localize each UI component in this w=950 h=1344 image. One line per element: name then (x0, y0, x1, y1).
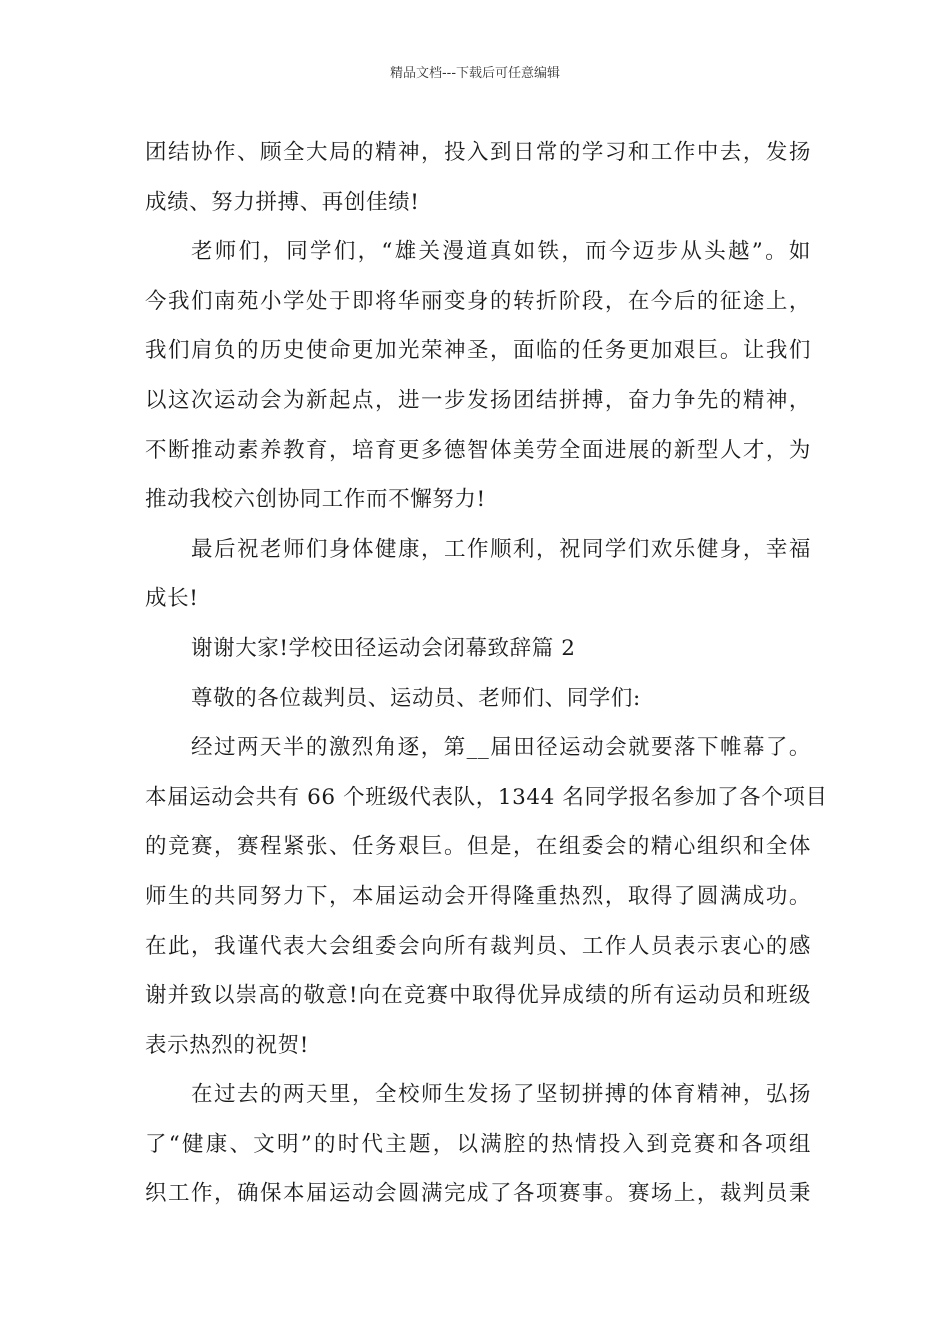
text-line: 以这次运动会为新起点，进一步发扬团结拼搏，奋力争先的精神， (145, 387, 811, 413)
text-line: 经过两天半的激烈角逐，第__届田径运动会就要落下帷幕了。 (191, 735, 811, 761)
text-line: 尊敬的各位裁判员、运动员、老师们、同学们: (191, 685, 641, 711)
text-line: 推动我校六创协同工作而不懈努力! (145, 487, 486, 513)
document-body (145, 128, 828, 1219)
text-line: 成长! (145, 586, 199, 612)
text-line: 师生的共同努力下，本届运动会开得隆重热烈，取得了圆满成功。 (145, 883, 811, 909)
text-line: 不断推动素养教育，培育更多德智体美劳全面进展的新型人才，为 (145, 437, 811, 463)
text-line: 成绩、努力拼搏、再创佳绩! (145, 189, 420, 215)
text-line: 本届运动会共有 66 个班级代表队，1344 名同学报名参加了各个项目 (145, 784, 828, 810)
page-header: 精品文档---下载后可任意编辑 (389, 66, 561, 81)
text-line: 织工作，确保本届运动会圆满完成了各项赛事。赛场上，裁判员秉 (145, 1181, 811, 1207)
text-line: 了“健康、文明”的时代主题，以满腔的热情投入到竞赛和各项组 (145, 1131, 811, 1157)
text-line: 谢谢大家!学校田径运动会闭幕致辞篇 2 (191, 635, 576, 661)
text-line: 老师们，同学们，“雄关漫道真如铁，而今迈步从头越”。如 (191, 239, 811, 265)
text-line: 表示热烈的祝贺! (145, 1032, 309, 1058)
text-line: 团结协作、顾全大局的精神，投入到日常的学习和工作中去，发扬 (145, 140, 811, 165)
text-line: 的竞赛，赛程紧张、任务艰巨。但是，在组委会的精心组织和全体 (145, 834, 811, 860)
text-line: 我们肩负的历史使命更加光荣神圣，面临的任务更加艰巨。让我们 (145, 338, 811, 364)
text-line: 谢并致以崇高的敬意!向在竞赛中取得优异成绩的所有运动员和班级 (145, 983, 811, 1009)
text-line: 在过去的两天里，全校师生发扬了坚韧拼搏的体育精神，弘扬 (191, 1082, 811, 1108)
text-line: 在此，我谨代表大会组委会向所有裁判员、工作人员表示衷心的感 (145, 933, 811, 959)
text-line: 今我们南苑小学处于即将华丽变身的转折阶段，在今后的征途上， (145, 288, 811, 314)
text-line: 最后祝老师们身体健康，工作顺利，祝同学们欢乐健身，幸福 (191, 536, 811, 562)
